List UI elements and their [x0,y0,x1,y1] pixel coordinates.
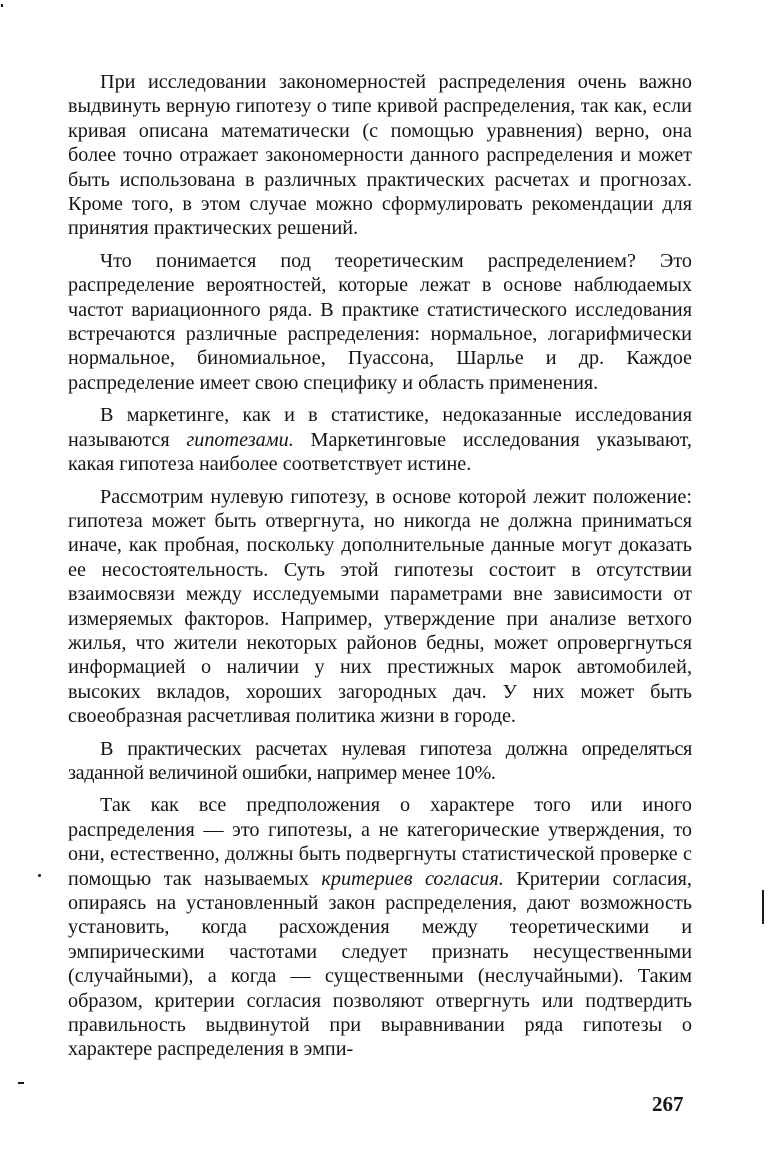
italic-term: критериев согласия. [321,867,504,890]
scan-speck [1,4,3,7]
scan-edge-mark [762,890,764,924]
italic-term: гипотезами. [186,428,294,451]
paragraph-text: Так как все предположения о характере того или иного распределения — это гипотезы, а не категорические утверждения, то они, естественно, должны быть подвергнуты статистической проверке с помощью так называемых [68,794,692,890]
scan-speck [18,1082,24,1084]
paragraph [68,403,692,476]
paragraph-text: Маркетинговые исследования указывают, какая гипотеза наиболее соответствует истине. [68,428,692,476]
paragraph: Рассмотрим нулевую гипотезу, в основе которой лежит положение: гипотеза может быть отвергнута, но никогда не должна приниматься иначе, как пробная, поскольку дополнительные данные могут доказать ее несостоятельность. Суть этой гипотезы состоит в отсутствии взаимосвязи между исследуемыми параметрами вне зависимости от измеряемых факторов. Например, утверждение при анализе ветхого жилья, что жители некоторых районов бедны, может опровергнуться информацией о наличии у них престижных марок автомобилей, высоких вкладов, хороших загородных дач. У них может быть своеобразная расчетливая политика жизни в городе. [68,485,692,728]
paragraph [68,793,692,1061]
paragraph: Что понимается под теоретическим распределением? Это распределение вероятностей, которые лежат в основе наблюдаемых частот вариационного ряда. В практике статистического исследования встречаются различные распределения: нормальное, логарифмически нормальное, биномиальное, Пуассона, Шарлье и др. Каждое распределение имеет свою специфику и область применения. [68,249,692,394]
paragraph-text: Критерии согласия, опираясь на установленный закон распределения, дают возможность установить, когда расхождения между теоретическими и эмпирическими частотами следует признать несущественными (случайными), а когда — существенными (неслучайными). Таким образом, критерии согласия позволяют отвергнуть или подтвердить правильность выдвинутой при выравнивании ряда гипотезы о характере распределения в эмпи- [68,867,692,1061]
scan-speck [38,874,41,877]
paragraph-text: В маркетинге, как и в статистике, недоказанные исследования называются [68,404,692,451]
page-number: 267 [652,1092,684,1116]
paragraph: В практических расчетах нулевая гипотеза должна определяться заданной величиной ошибки, например менее 10%. [68,737,692,784]
body-text [68,70,692,1062]
paragraph: При исследовании закономерностей распределения очень важно выдвинуть верную гипотезу о типе кривой распределения, так как, если кривая описана математически (с помощью уравнения) верно, она более точно отражает закономерности данного распределения и может быть использована в различных практических расчетах и прогнозах. Кроме того, в этом случае можно сформулировать рекомендации для принятия практических решений. [68,71,692,240]
